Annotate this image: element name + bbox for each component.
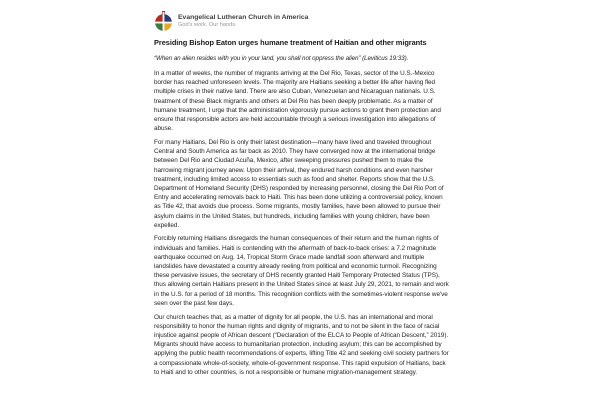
org-tagline: God's work. Our hands. <box>178 22 237 29</box>
body-paragraph-1: In a matter of weeks, the number of migrants arriving at the Del Rio, Texas, sector of the U.S.-Mexico border has reached unforeseen levels. The majority are Haitians seeking a better life after having fled multiple crises in their native land. There are also Cuban, Venezuelan and Nicaraguan nationals. U.S. treatment of these Black migrants and others at Del Rio has been deeply problematic. As a matter of humane treatment, I urge that the administration vigorously pursue actions to grant them protection and ensure that responsible actors are held accountable through a serious investigation into allegations of abuse. <box>154 70 441 133</box>
letterhead-text <box>178 13 308 29</box>
body-paragraph-4: Our church teaches that, as a matter of dignity for all people, the U.S. has an international and moral responsibility to honor the human rights and dignity of migrants, and to not be silent in the face of racial injustice against people of African descent (“Declaration of the ELCA to People of African Descent,” 2019). Migrants should have access to humanitarian protection, including asylum; this can be accomplished by applying the public health recommendations of experts, lifting Title 42 and seeking civil society partners for a compassionate whole-of-society, whole-of-government response. This rapid expulsion of Haitians, back to Haiti and to other countries, is not a responsible or humane migration-management strategy. <box>154 313 449 376</box>
org-name: Evangelical Lutheran Church in America <box>178 14 309 22</box>
document-content <box>154 11 450 382</box>
body-paragraph-3: Forcibly returning Haitians disregards the human consequences of their return and the human rights of individuals and families. Haiti is contending with the aftermath of back-to-back crises: a 7.2 magnitude earthquake occurred on Aug. 14, Tropical Storm Grace made landfall soon afterward and multiple landslides have devastated a country already reeling from political and economic turmoil. Recognizing these pervasive issues, the secretary of DHS recently granted Haiti Temporary Protected Status (TPS), thus allowing certain Haitians present in the United States since at least July 29, 2021, to remain and work in the U.S. for a period of 18 months. This recognition conflicts with the sometimes-violent response we've seen over the past few days. <box>154 235 449 307</box>
scripture-epigraph: “When an alien resides with you in your land, you shall not oppress the alien” (Leviticus 19:33). <box>154 55 409 62</box>
page-title: Presiding Bishop Eaton urges humane treatment of Haitian and other migrants <box>154 38 427 47</box>
letterhead <box>154 11 450 32</box>
elca-logo-icon <box>154 11 173 32</box>
body-paragraph-2: For many Haitians, Del Rio is only their latest destination—many have lived and traveled throughout Central and South America as far back as 2010. They have converged now at the international bridge between Del Rio and Ciudad Acuña, Mexico, after sweeping pressures pushed them to make the harrowing migrant journey anew. Upon their arrival, they endured harsh conditions and even harsher treatment, including limited access to essentials such as food and shelter. Reports show that the U.S. Department of Homeland Security (DHS) responded by increasing personnel, closing the Del Rio Port of Entry and accelerating removals back to Haiti. This has been done utilizing a controversial policy, known as Title 42, that avoids due process. Some migrants, mostly families, have been allowed to pursue their asylum claims in the United States, but hundreds, including families with young children, have been expelled. <box>154 138 444 229</box>
